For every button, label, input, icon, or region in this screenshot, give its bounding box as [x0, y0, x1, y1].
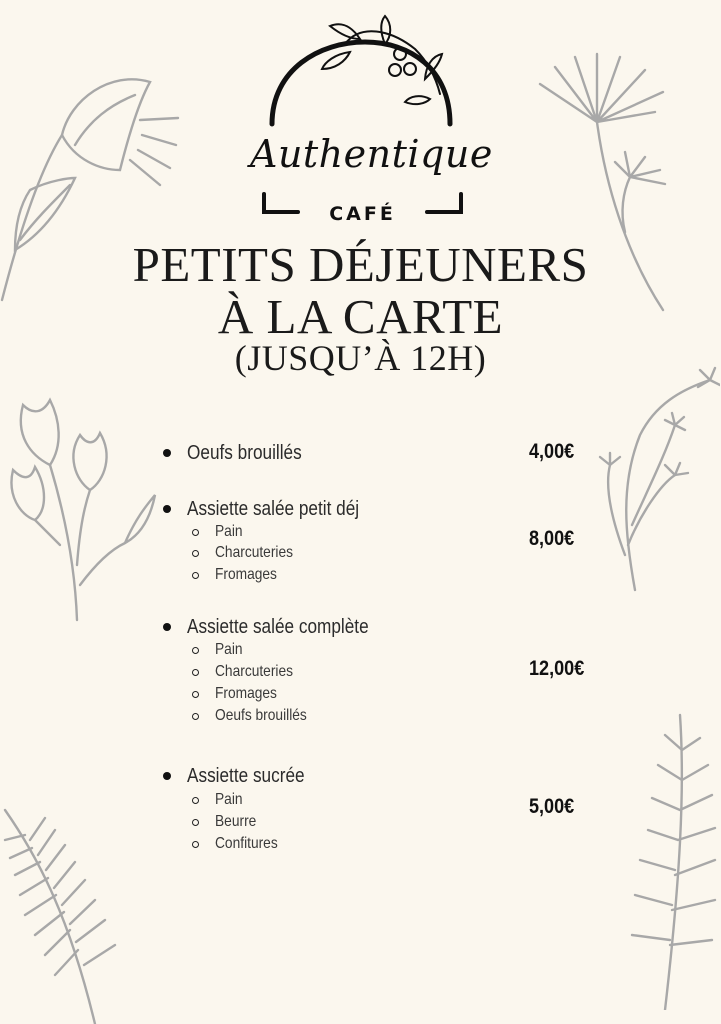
list-bullet-icon	[163, 505, 171, 513]
menu-item-detail: Pain	[215, 641, 243, 658]
menu-item-price: 5,00€	[529, 795, 575, 818]
sub-bullet-icon	[192, 797, 199, 804]
sub-bullet-icon	[192, 647, 199, 654]
menu-item-detail: Fromages	[215, 685, 277, 702]
menu-item-name: Assiette salée complète	[187, 616, 369, 638]
menu-item-name: Assiette sucrée	[187, 765, 305, 787]
sub-bullet-icon	[192, 841, 199, 848]
sub-bullet-icon	[192, 529, 199, 536]
sub-bullet-icon	[192, 713, 199, 720]
menu-item-name: Assiette salée petit déj	[187, 498, 360, 520]
sub-bullet-icon	[192, 669, 199, 676]
brand-subtitle: CAFÉ	[329, 203, 396, 225]
sub-bullet-icon	[192, 550, 199, 557]
menu-item-detail: Fromages	[215, 566, 277, 583]
menu-item-name: Oeufs brouillés	[187, 442, 302, 464]
menu-item-price: 12,00€	[529, 657, 585, 680]
page-title-line-3: (JUSQU’À 12H)	[234, 338, 487, 378]
list-bullet-icon	[163, 623, 171, 631]
menu-item-detail: Oeufs brouillés	[215, 707, 307, 724]
menu-item-detail: Charcuteries	[215, 544, 294, 561]
sub-bullet-icon	[192, 691, 199, 698]
brand-name: Authentique	[250, 132, 493, 176]
page-title-line-1: PETITS DÉJEUNERS	[132, 237, 589, 292]
list-bullet-icon	[163, 772, 171, 780]
menu-item-detail: Charcuteries	[215, 663, 294, 680]
menu-item-detail: Pain	[215, 791, 243, 808]
menu-item-price: 4,00€	[529, 440, 575, 463]
menu-item-detail: Confitures	[215, 835, 278, 852]
page-title-line-2: À LA CARTE	[217, 289, 504, 344]
menu-item-detail: Beurre	[215, 813, 257, 830]
list-bullet-icon	[163, 449, 171, 457]
menu-item-detail: Pain	[215, 523, 243, 540]
sub-bullet-icon	[192, 572, 199, 579]
menu-item-price: 8,00€	[529, 527, 575, 550]
sub-bullet-icon	[192, 819, 199, 826]
